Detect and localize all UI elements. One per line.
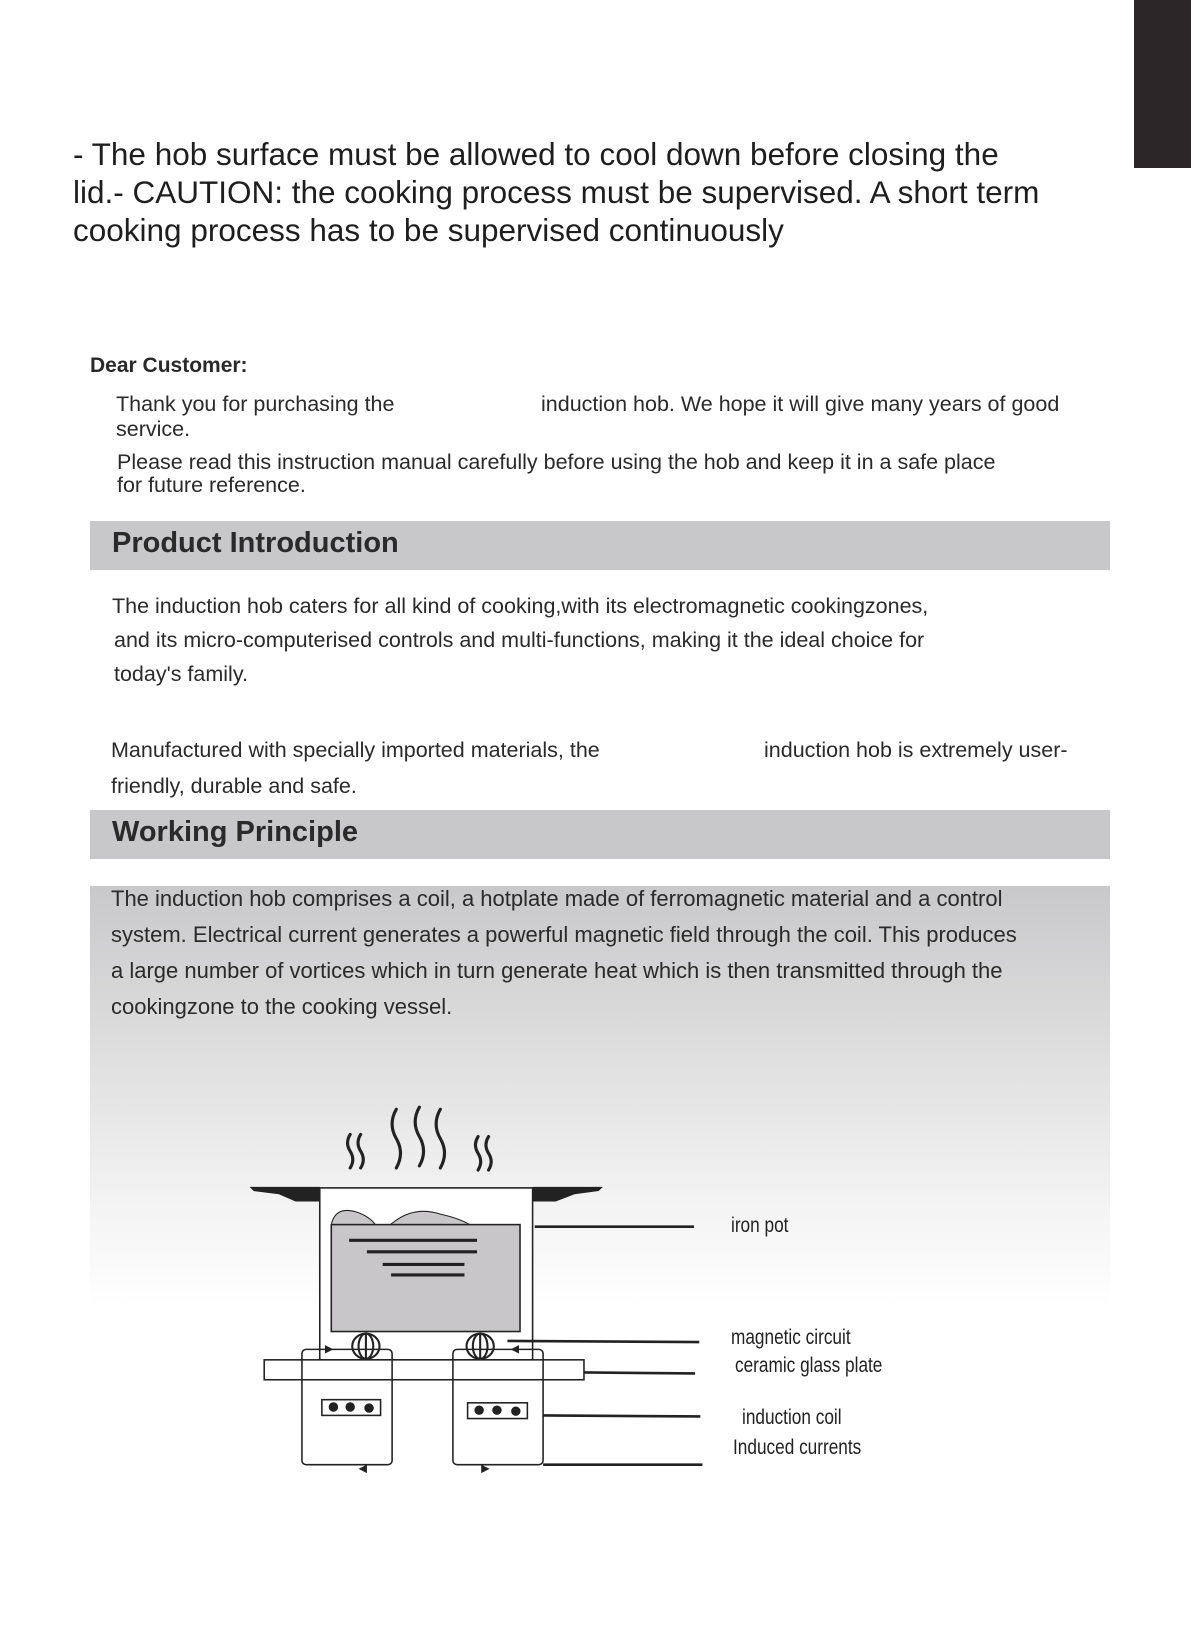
warning-line-3: cooking process has to be supervised continuously	[73, 212, 784, 248]
warning-line-1: - The hob surface must be allowed to cool down before closing the	[73, 136, 999, 172]
intro-line-3: today's family.	[114, 662, 248, 686]
principle-line-2: system. Electrical current generates a powerful magnetic field through the coil. This produces	[111, 922, 1017, 947]
coil-dots	[322, 1400, 527, 1419]
label-induction-coil: induction coil	[742, 1406, 842, 1429]
thanks-text-1: Thank you for purchasing the	[116, 392, 395, 416]
intro2-text-1: Manufactured with specially imported materials, the	[111, 738, 600, 762]
read-text-2: for future reference.	[117, 473, 306, 497]
intro2-text-3: friendly, durable and safe.	[111, 774, 357, 798]
label-iron-pot: iron pot	[731, 1214, 789, 1237]
label-ceramic-glass-plate: ceramic glass plate	[735, 1354, 883, 1377]
ceramic-glass-plate	[264, 1360, 584, 1380]
intro2-text-2: induction hob is extremely user-	[764, 738, 1068, 762]
principle-line-4: cookingzone to the cooking vessel.	[111, 994, 453, 1019]
intro-line-1: The induction hob caters for all kind of cooking,with its electromagnetic cookingzones,	[112, 594, 929, 618]
principle-line-3: a large number of vortices which in turn generate heat which is then transmitted through the	[111, 958, 1003, 983]
leader-lines	[507, 1227, 702, 1465]
label-induced-currents: Induced currents	[733, 1436, 862, 1459]
section-title: Working Principle	[112, 816, 359, 848]
thanks-text-3: service.	[116, 417, 191, 441]
iron-pot	[250, 1187, 603, 1360]
salutation: Dear Customer:	[90, 354, 248, 377]
thanks-text-2: induction hob. We hope it will give many years of good	[541, 392, 1060, 416]
principle-line-1: The induction hob comprises a coil, a hotplate made of ferromagnetic material and a control	[111, 886, 1003, 911]
section-title: Product Introduction	[112, 527, 399, 559]
label-magnetic-circuit: magnetic circuit	[731, 1326, 851, 1349]
warning-line-2: lid.- CAUTION: the cooking process must be supervised. A short term	[73, 174, 1040, 210]
intro-line-2: and its micro-computerised controls and multi-functions, making it the ideal choice for	[114, 628, 925, 652]
steam-icon	[348, 1107, 492, 1170]
read-text-1: Please read this instruction manual carefully before using the hob and keep it in a safe place	[117, 450, 996, 474]
